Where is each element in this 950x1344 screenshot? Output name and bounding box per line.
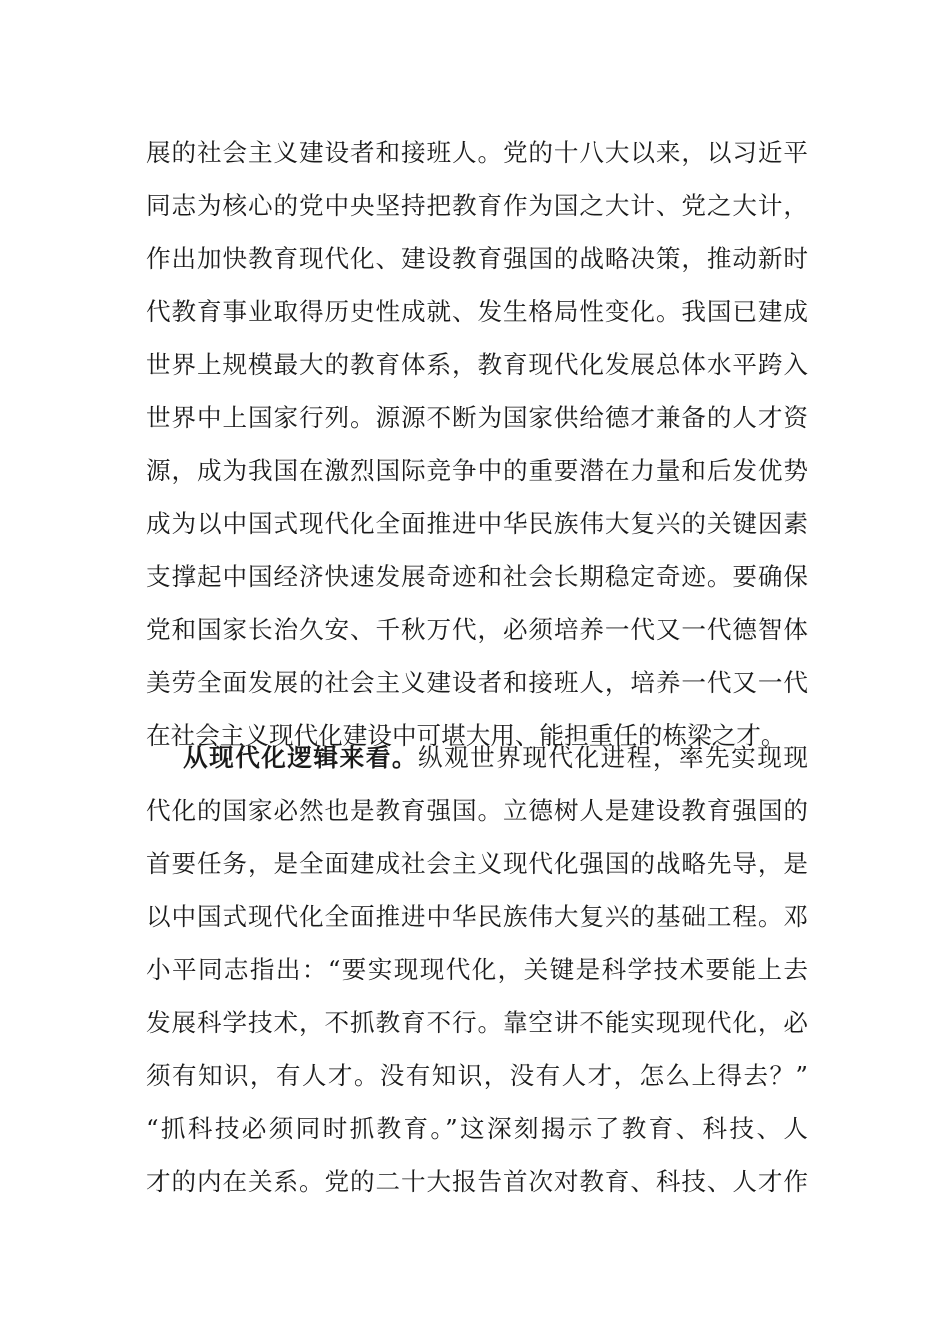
section-heading: 从现代化逻辑来看。 xyxy=(183,743,418,772)
paragraph-2-first-line-text: 纵观世界现代化进程，率先实现现 xyxy=(417,743,808,772)
paragraph-1-line: 美劳全面发展的社会主义建设者和接班人，培养一代又一代 xyxy=(146,668,808,697)
paragraph-1-line: 展的社会主义建设者和接班人。党的十八大以来，以习近平 xyxy=(146,138,808,167)
paragraph-1-line: 源，成为我国在激烈国际竞争中的重要潜在力量和后发优势 xyxy=(146,456,808,485)
paragraph-2-line: “抓科技必须同时抓教育。”这深刻揭示了教育、科技、人 xyxy=(146,1114,808,1143)
paragraph-1-line: 世界中上国家行列。源源不断为国家供给德才兼备的人才资 xyxy=(146,403,808,432)
paragraph-2-line: 才的内在关系。党的二十大报告首次对教育、科技、人才作 xyxy=(146,1167,808,1196)
paragraph-2-first-line xyxy=(183,740,808,776)
paragraph-1-line: 党和国家长治久安、千秋万代，必须培养一代又一代德智体 xyxy=(146,615,808,644)
paragraph-1-line: 成为以中国式现代化全面推进中华民族伟大复兴的关键因素 xyxy=(146,509,808,538)
paragraph-2-line: 代化的国家必然也是教育强国。立德树人是建设教育强国的 xyxy=(146,796,808,825)
paragraph-2-line: 小平同志指出：“要实现现代化，关键是科学技术要能上去 xyxy=(146,955,808,984)
paragraph-1-line: 作出加快教育现代化、建设教育强国的战略决策，推动新时 xyxy=(146,244,808,273)
paragraph-1-line: 代教育事业取得历史性成就、发生格局性变化。我国已建成 xyxy=(146,297,808,326)
paragraph-1-line: 世界上规模最大的教育体系，教育现代化发展总体水平跨入 xyxy=(146,350,808,379)
paragraph-2-line: 首要任务，是全面建成社会主义现代化强国的战略先导，是 xyxy=(146,849,808,878)
paragraph-1-line: 在社会主义现代化建设中可堪大用、能担重任的栋梁之才。 xyxy=(146,721,786,750)
paragraph-1-line: 支撑起中国经济快速发展奇迹和社会长期稳定奇迹。要确保 xyxy=(146,562,808,591)
paragraph-2-line: 须有知识，有人才。没有知识，没有人才，怎么上得去？” xyxy=(146,1061,808,1090)
paragraph-2-line: 以中国式现代化全面推进中华民族伟大复兴的基础工程。邓 xyxy=(146,902,808,931)
paragraph-2-line: 发展科学技术，不抓教育不行。靠空讲不能实现现代化，必 xyxy=(146,1008,808,1037)
paragraph-1-line: 同志为核心的党中央坚持把教育作为国之大计、党之大计， xyxy=(146,191,808,220)
